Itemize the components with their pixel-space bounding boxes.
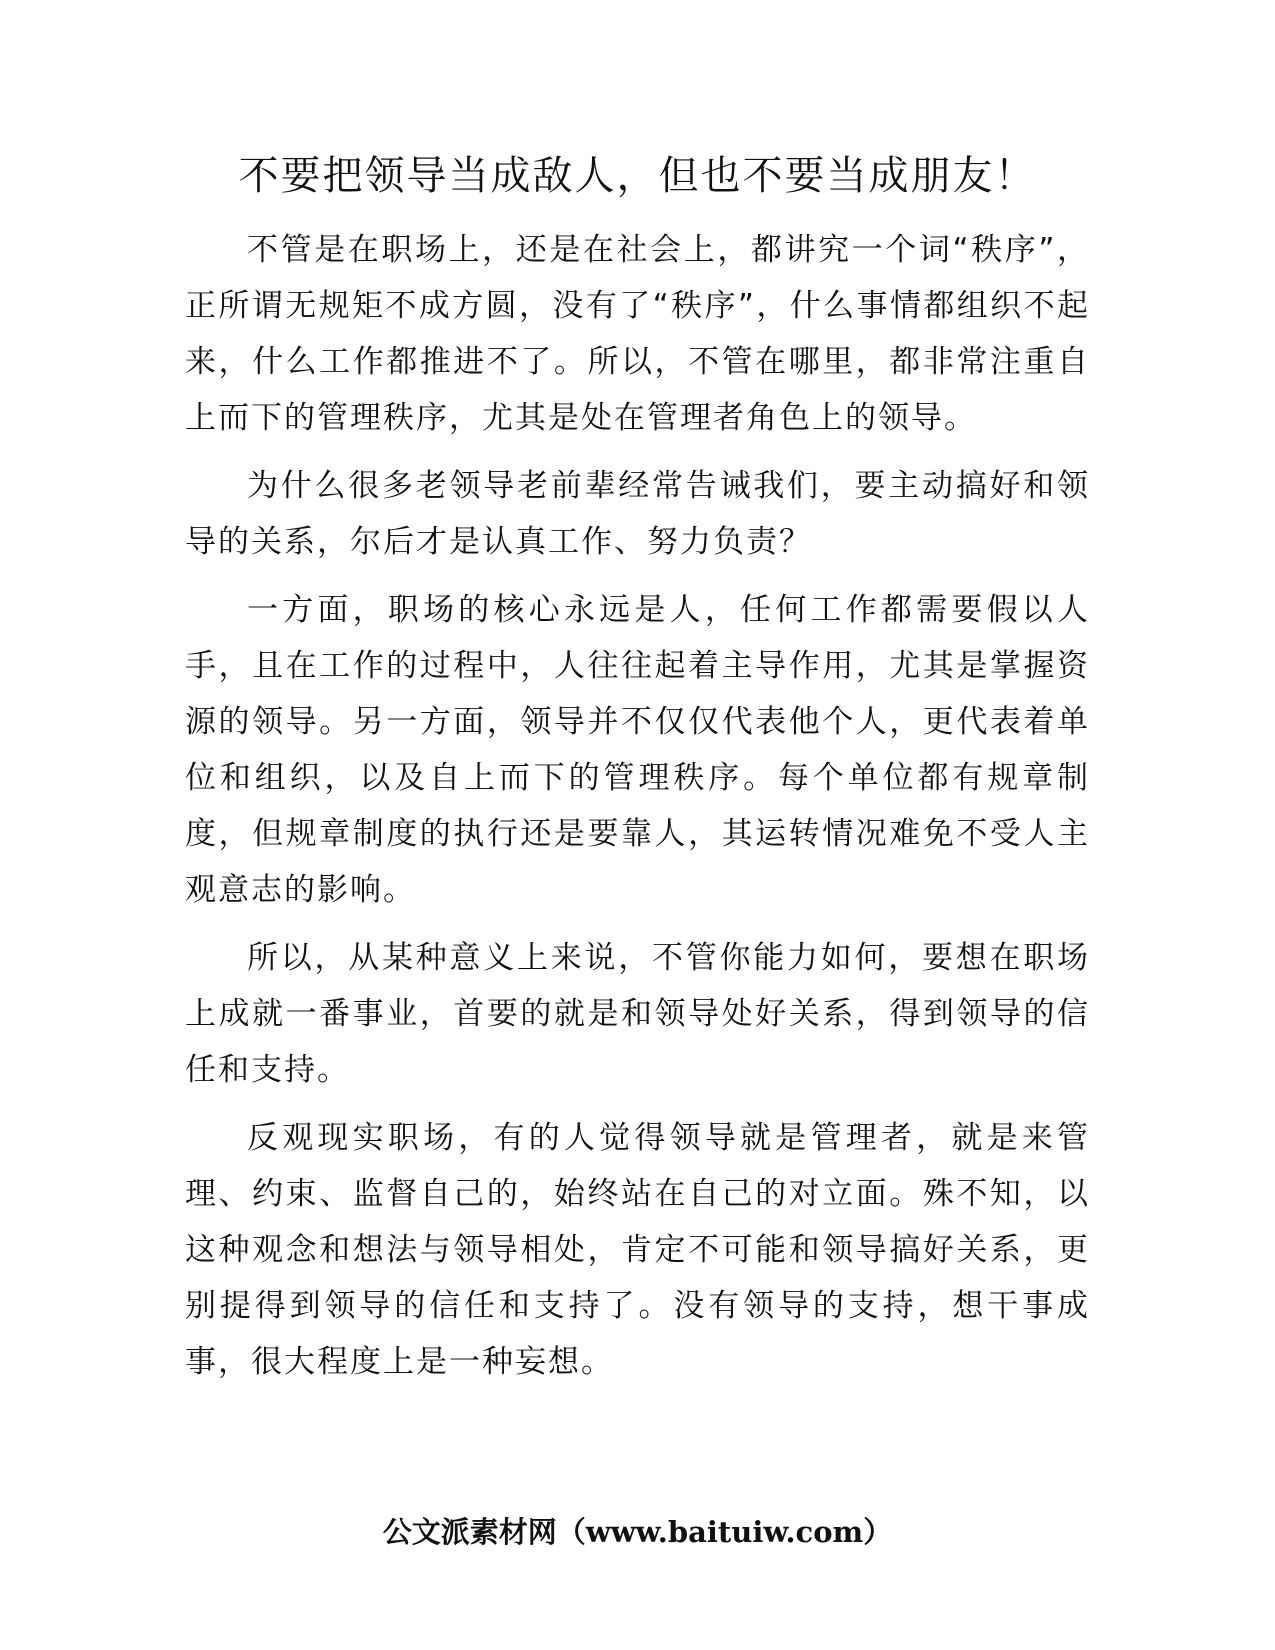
- paragraph-2: 为什么很多老领导老前辈经常告诫我们，要主动搞好和领导的关系，尔后才是认真工作、努力负责？: [185, 468, 1090, 560]
- paragraph-1: 不管是在职场上，还是在社会上，都讲究一个词“秩序”，正所谓无规矩不成方圆，没有了“秩序”，什么事情都组织不起来，什么工作都推进不了。所以，不管在哪里，都非常注重自上而下的管理秩序，尤其是处在管理者角色上的领导。: [185, 232, 1090, 436]
- document-title: 不要把领导当成敌人，但也不要当成朋友！: [238, 153, 1037, 199]
- paragraph-5: 反观现实职场，有的人觉得领导就是管理者，就是来管理、约束、监督自己的，始终站在自己的对立面。殊不知，以这种观念和想法与领导相处，肯定不可能和领导搞好关系，更别提得到领导的信任和支持了。没有领导的支持，想干事成事，很大程度上是一种妄想。: [185, 1120, 1090, 1380]
- paragraph-3: 一方面，职场的核心永远是人，任何工作都需要假以人手，且在工作的过程中，人往往起着主导作用，尤其是掌握资源的领导。另一方面，领导并不仅仅代表他个人，更代表着单位和组织，以及自上而下的管理秩序。每个单位都有规章制度，但规章制度的执行还是要靠人，其运转情况难免不受人主观意志的影响。: [185, 592, 1090, 908]
- document-body: [185, 222, 1090, 1402]
- footer-source-text: 公文派素材网（www.baituiw.com）: [382, 1515, 893, 1549]
- paragraph-4: 所以，从某种意义上来说，不管你能力如何，要想在职场上成就一番事业，首要的就是和领导处好关系，得到领导的信任和支持。: [185, 940, 1090, 1088]
